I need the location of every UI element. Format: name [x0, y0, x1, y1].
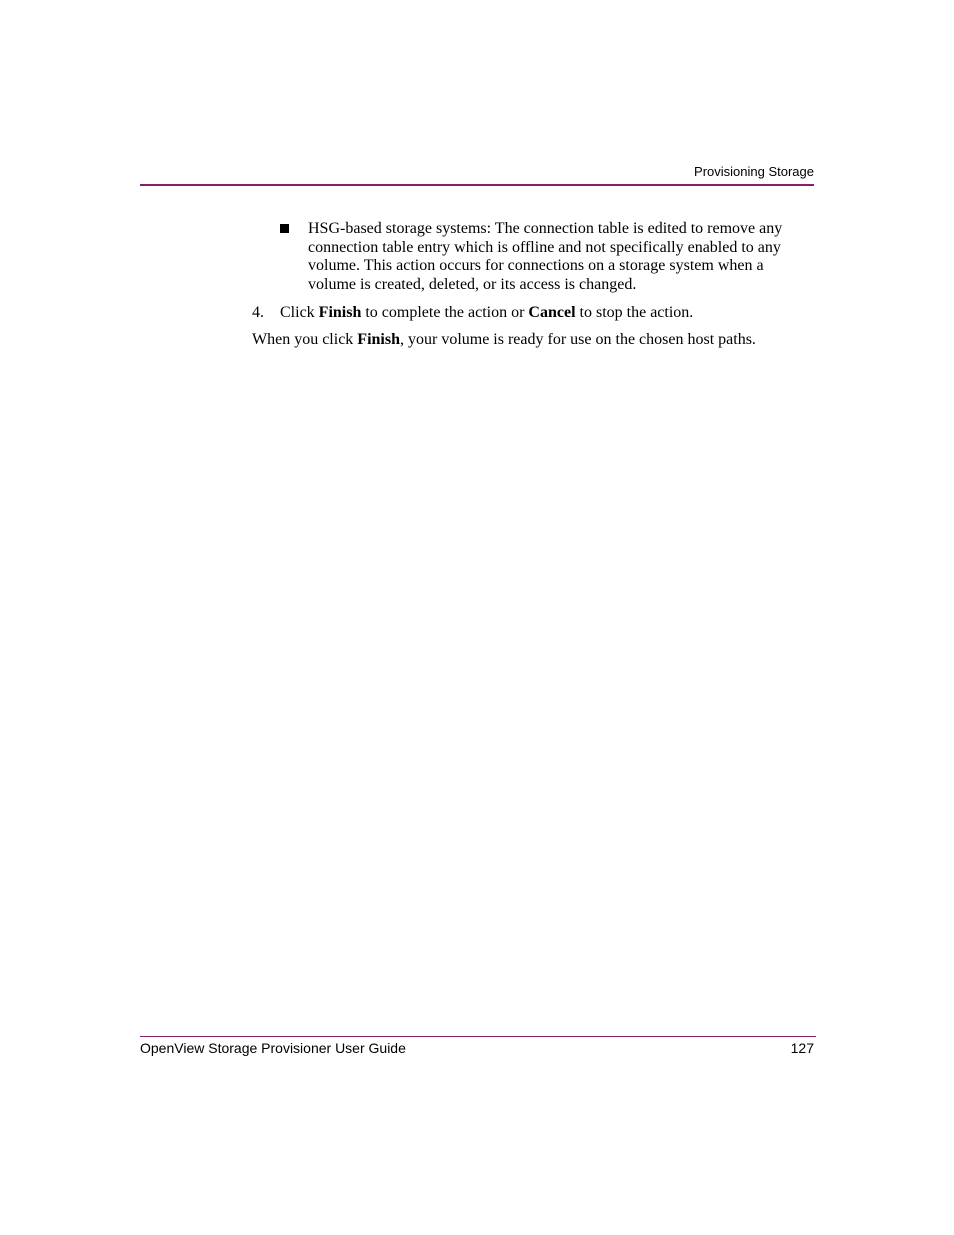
- footer-rule: [140, 1036, 816, 1037]
- para-text-1: When you click: [252, 331, 358, 348]
- step-text-3: to stop the action.: [575, 304, 694, 321]
- closing-paragraph: [252, 330, 756, 349]
- finish-term-2: Finish: [357, 331, 400, 348]
- step-number: 4.: [252, 304, 264, 321]
- step-4: [252, 303, 693, 322]
- step-text-2: to complete the action or: [361, 304, 529, 321]
- para-text-2: , your volume is ready for use on the chosen host paths.: [399, 331, 756, 348]
- header-rule: [140, 184, 814, 186]
- step-text-1: Click: [280, 304, 319, 321]
- running-header: Provisioning Storage: [694, 164, 814, 179]
- page-number: 127: [790, 1040, 814, 1056]
- cancel-term: Cancel: [528, 304, 576, 321]
- square-bullet-icon: [280, 224, 289, 233]
- footer-doc-title: OpenView Storage Provisioner User Guide: [140, 1040, 406, 1056]
- bullet-text: HSG-based storage systems: The connection table is edited to remove any connection table entry which is offline and not specifically enabled to any volume. This action occurs for connections on a storage system when a volume is created, deleted, or its access is changed.: [308, 220, 783, 294]
- finish-term: Finish: [318, 304, 362, 321]
